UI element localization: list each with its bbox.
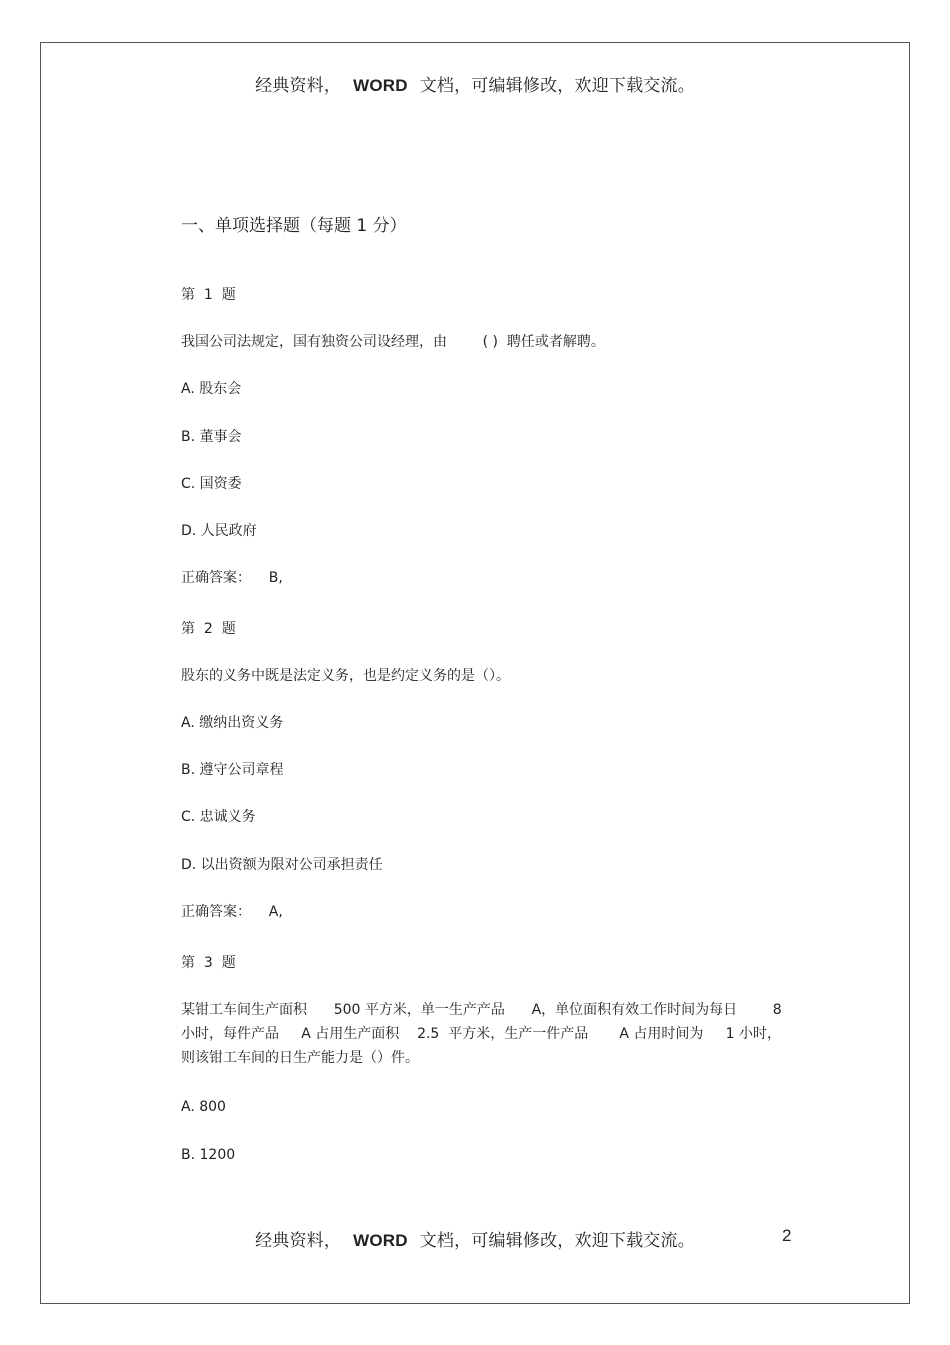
footer-word: WORD bbox=[353, 1231, 408, 1250]
page-header bbox=[0, 71, 950, 96]
question-1-option-d: D. 人民政府 bbox=[181, 523, 257, 539]
header-suffix: 文档，可编辑修改，欢迎下载交流。 bbox=[419, 76, 695, 96]
question-3-text: 某钳工车间生产面积 500 平方米，单一生产产品 A，单位面积有效工作时间为每日 8 小时，每件产品 A 占用生产面积 2.5 平方米，生产一件产品 A 占用时间为 1 小时， 则该钳工车间的日生产能力是（）件。 bbox=[181, 1002, 782, 1066]
question-1-answer: 正确答案： B, bbox=[181, 570, 283, 586]
page-number: 2 bbox=[782, 1226, 792, 1245]
question-2-text: 股东的义务中既是法定义务，也是约定义务的是（）。 bbox=[181, 668, 510, 684]
question-1-text: 我国公司法规定，国有独资公司设经理，由 ( ) 聘任或者解聘。 bbox=[181, 334, 605, 350]
question-3-label: 第 3 题 bbox=[181, 955, 236, 971]
page-footer bbox=[0, 1226, 950, 1251]
section-title: 一、单项选择题（每题 1 分） bbox=[181, 216, 407, 236]
footer-suffix: 文档，可编辑修改，欢迎下载交流。 bbox=[419, 1231, 695, 1251]
question-2-answer: 正确答案： A, bbox=[181, 904, 283, 920]
question-1-label: 第 1 题 bbox=[181, 287, 236, 303]
question-2-option-a: A. 缴纳出资义务 bbox=[181, 715, 284, 731]
question-1-option-c: C. 国资委 bbox=[181, 476, 242, 492]
header-prefix: 经典资料， bbox=[255, 76, 342, 96]
question-2-label: 第 2 题 bbox=[181, 621, 236, 637]
footer-prefix: 经典资料， bbox=[255, 1231, 342, 1251]
question-2-option-b: B. 遵守公司章程 bbox=[181, 762, 284, 778]
question-3-option-a: A. 800 bbox=[181, 1099, 226, 1115]
question-1-option-b: B. 董事会 bbox=[181, 429, 242, 445]
header-word: WORD bbox=[353, 76, 408, 95]
question-3-option-b: B. 1200 bbox=[181, 1147, 236, 1163]
question-1-option-a: A. 股东会 bbox=[181, 381, 242, 397]
question-2-option-c: C. 忠诚义务 bbox=[181, 809, 256, 825]
question-2-option-d: D. 以出资额为限对公司承担责任 bbox=[181, 857, 383, 873]
